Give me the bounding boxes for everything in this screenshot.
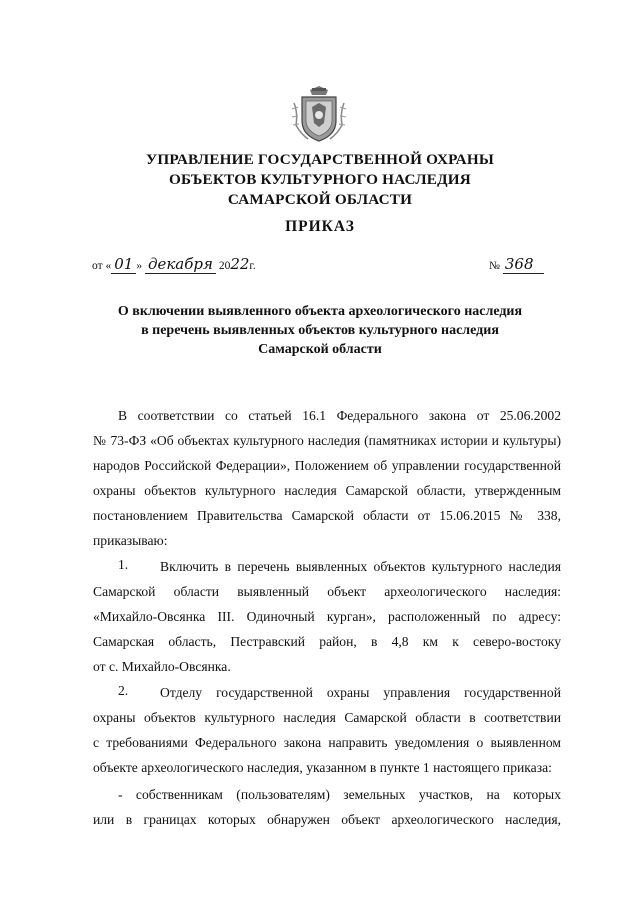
body-line: Самарская область, Пестравский район, в 4,8 км к северо-востоку — [93, 634, 561, 649]
body-line: постановлением Правительства Самарской области от 15.06.2015 № 338, — [93, 508, 561, 523]
subject-line-1: О включении выявленного объекта археологического наследия — [117, 304, 523, 319]
body-line: охраны объектов культурного наследия Самарской области, утвержденным — [93, 483, 561, 498]
body-line: Самарской области выявленный объект археологического наследия: — [93, 584, 561, 599]
body-line: охраны объектов культурного наследия Самарской области в соответствии — [93, 710, 561, 725]
agency-name-line-1: УПРАВЛЕНИЕ ГОСУДАРСТВЕННОЙ ОХРАНЫ — [146, 151, 494, 168]
body-line: от с. Михайло-Овсянка. — [93, 659, 231, 674]
document-title: ПРИКАЗ — [285, 218, 355, 235]
subject-line-3: Самарской области — [258, 342, 382, 357]
body-line: «Михайло-Овсянка III. Одиночный курган», расположенный по адресу: — [93, 609, 561, 624]
item-number-2: 2. — [118, 683, 129, 698]
order-subject — [0, 302, 640, 359]
item-number-1: 1. — [118, 557, 129, 572]
date-month: декабря — [145, 255, 216, 274]
body-line: - собственникам (пользователям) земельных участков, на которых — [118, 787, 561, 802]
body-line: народов Российской Федерации», Положением об управлении государственной — [93, 458, 561, 473]
agency-name-line-2: ОБЪЕКТОВ КУЛЬТУРНОГО НАСЛЕДИЯ — [169, 171, 471, 188]
body-line: Отделу государственной охраны управления государственной — [160, 685, 561, 700]
body-line: № 73-ФЗ «Об объектах культурного наследия (памятниках истории и культуры) — [93, 433, 561, 448]
order-date — [92, 255, 256, 273]
body-line: с требованиями Федерального закона направить уведомления о выявленном — [93, 735, 561, 750]
date-year-prefix: 20 — [218, 260, 231, 272]
order-number — [489, 255, 544, 273]
body-line: приказываю: — [93, 533, 168, 548]
date-mid: » — [136, 260, 143, 272]
body-line: объекте археологического наследия, указанном в пункте 1 настоящего приказа: — [93, 760, 552, 775]
samara-coat-of-arms-icon — [288, 83, 350, 145]
date-prefix: от « — [92, 260, 112, 272]
subject-line-2: в перечень выявленных объектов культурного наследия — [141, 323, 499, 338]
date-suffix: г. — [249, 260, 256, 272]
date-year: 22 — [230, 255, 250, 273]
body-line: В соответствии со статьей 16.1 Федерального закона от 25.06.2002 — [118, 408, 561, 423]
body-line: Включить в перечень выявленных объектов культурного наследия — [160, 559, 561, 574]
agency-name-line-3: САМАРСКОЙ ОБЛАСТИ — [227, 191, 413, 208]
body-line: или в границах которых обнаружен объект археологического наследия, — [93, 812, 561, 827]
number-prefix: № — [489, 260, 500, 272]
date-day: 01 — [111, 255, 136, 274]
number-value: 368 — [503, 255, 544, 274]
